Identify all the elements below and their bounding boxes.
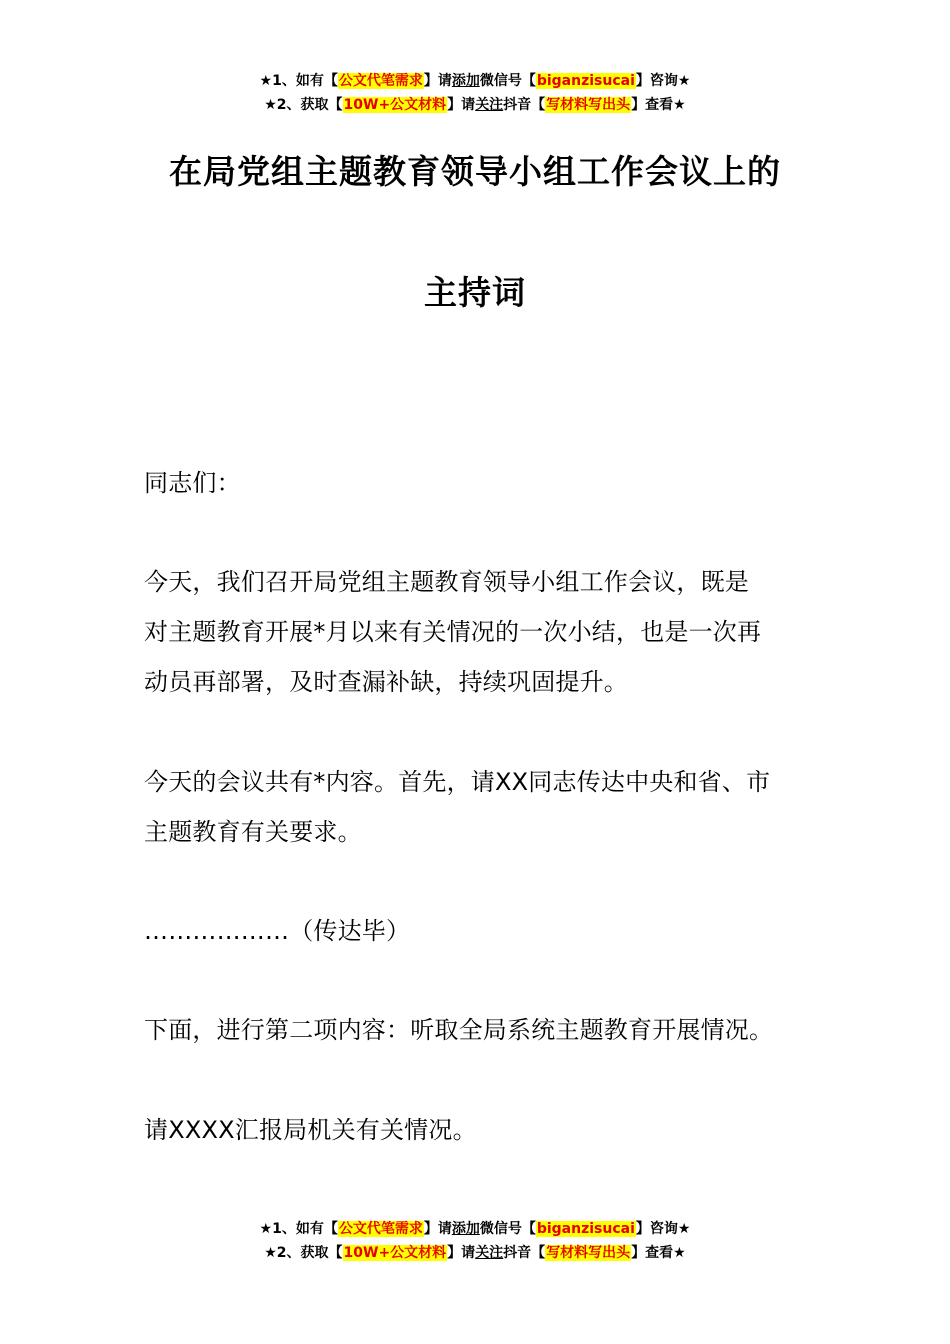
underline-follow: 关注 [475,1245,504,1261]
highlight-materials: 10W+公文材料 [343,97,447,113]
paragraph-line: 请XXXX汇报局机关有关情况。 [144,1116,477,1144]
banner-text: 】咨询★ [635,73,691,89]
banner-line-1 [0,1217,950,1241]
paragraph-line: 今天的会议共有*内容。首先，请XX同志传达中央和省、市 [144,768,771,796]
paragraph-line: 今天，我们召开局党组主题教育领导小组工作会议，既是 [144,568,749,596]
footer-banner [0,1217,950,1265]
banner-text: ★1、如有【 [259,1221,338,1237]
body-salutation [144,458,814,508]
banner-line-2 [0,93,950,117]
banner-text: 】查看★ [631,97,686,113]
header-banner [0,69,950,117]
banner-text: 抖音【 [503,97,546,113]
banner-text: ★2、获取【 [264,1245,343,1261]
banner-line-1 [0,69,950,93]
salutation: 同志们： [144,469,241,497]
document-title-line-2: 主持词 [424,273,526,312]
banner-text: 微信号【 [479,73,536,89]
paragraph-line: ………………（传达毕） [144,917,411,945]
paragraph-line: 下面，进行第二项内容：听取全局系统主题教育开展情况。 [144,1016,774,1044]
highlight-wechat-id: biganzisucai [536,73,635,89]
body-paragraph-1 [144,557,814,707]
banner-text: 】查看★ [631,1245,686,1261]
body-paragraph-3 [144,906,814,956]
banner-text: 】请 [447,1245,476,1261]
underline-follow: 关注 [475,97,504,113]
banner-line-2 [0,1241,950,1265]
paragraph-line: 主题教育有关要求。 [144,818,362,846]
banner-text: ★2、获取【 [264,97,343,113]
banner-text: 】请 [423,1221,452,1237]
body-paragraph-2 [144,757,814,857]
paragraph-line: 对主题教育开展*月以来有关情况的一次小结，也是一次再 [144,618,762,646]
highlight-materials: 10W+公文材料 [343,1245,447,1261]
banner-text: 微信号【 [479,1221,536,1237]
body-paragraph-4 [144,1005,814,1055]
body-paragraph-5 [144,1105,814,1155]
banner-text: 】咨询★ [635,1221,691,1237]
highlight-service: 公文代笔需求 [338,1221,423,1237]
banner-text: 】请 [447,97,476,113]
highlight-service: 公文代笔需求 [338,73,423,89]
paragraph-line: 动员再部署，及时查漏补缺，持续巩固提升。 [144,668,628,696]
banner-text: 抖音【 [503,1245,546,1261]
highlight-douyin-id: 写材料写出头 [546,1245,631,1261]
banner-text: 】请 [423,73,452,89]
highlight-wechat-id: biganzisucai [536,1221,635,1237]
underline-add: 添加 [451,73,480,89]
underline-add: 添加 [451,1221,480,1237]
document-title-line-1: 在局党组主题教育领导小组工作会议上的 [169,152,781,191]
banner-text: ★1、如有【 [259,73,338,89]
highlight-douyin-id: 写材料写出头 [546,97,631,113]
